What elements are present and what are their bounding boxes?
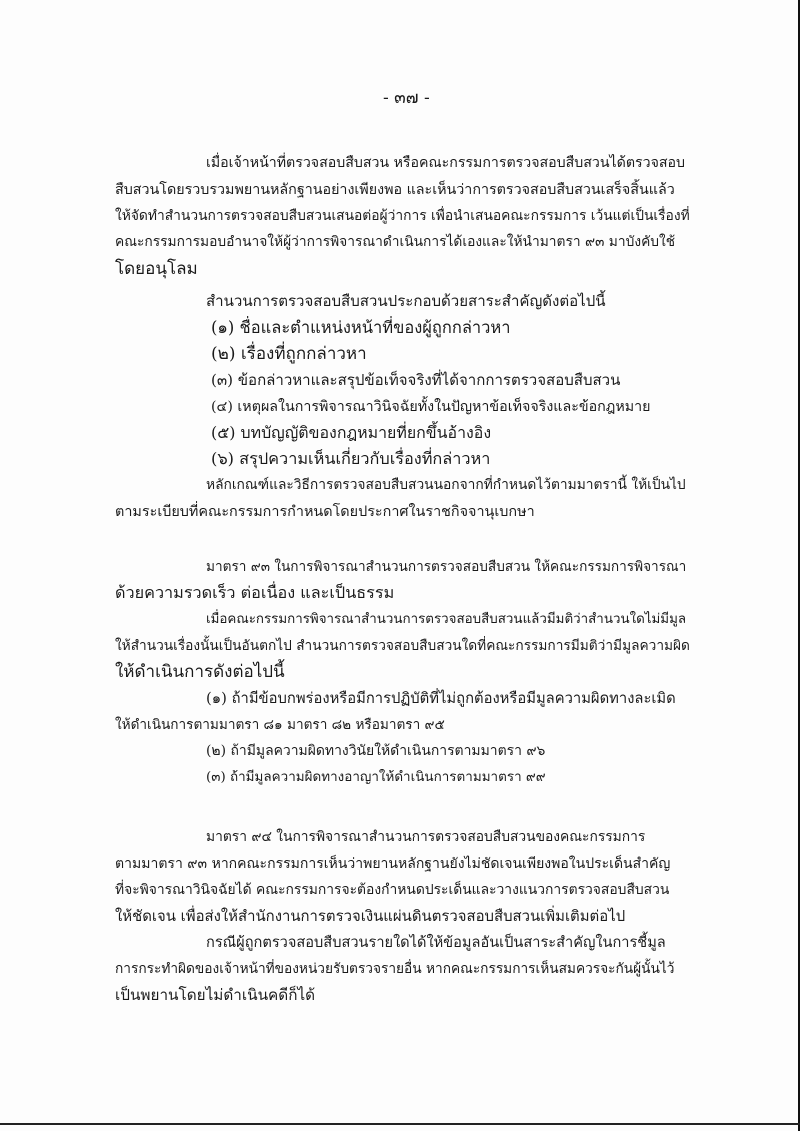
list-item: (๓) ถ้ามีมูลความผิดทางอาญาให้ดำเนินการตามมาตรา ๙๙ [206, 770, 546, 785]
text-line: การกระทำผิดของเจ้าหน้าที่ของหน่วยรับตรวจรายอื่น หากคณะกรรมการเห็นสมควรจะกันผู้นั้นไว้ [115, 961, 675, 977]
list-item: (๔) เหตุผลในการพิจารณาวินิจฉัยทั้งในปัญหาข้อเท็จจริงและข้อกฎหมาย [211, 399, 651, 415]
text-line: ตามระเบียบที่คณะกรรมการกำหนดโดยประกาศในราชกิจจานุเบกษา [115, 504, 535, 520]
text-line: ให้สำนวนเรื่องนั้นเป็นอันตกไป สำนวนการตรวจสอบสืบสวนใดที่คณะกรรมการมีมติว่ามีมูลความผิด [115, 638, 690, 654]
list-item: (๑) ถ้ามีข้อบกพร่องหรือมีการปฏิบัติที่ไม่ถูกต้องหรือมีมูลความผิดทางละเมิด [206, 690, 676, 707]
text-line: ตามมาตรา ๙๓ หากคณะกรรมการเห็นว่าพยานหลักฐานยังไม่ชัดเจนเพียงพอในประเด็นสำคัญ [115, 856, 671, 872]
text-line: โดยอนุโลม [115, 259, 198, 279]
text-line: เป็นพยานโดยไม่ดำเนินคดีก็ได้ [115, 986, 316, 1004]
list-item: (๒) เรื่องที่ถูกกล่าวหา [211, 344, 367, 364]
text-line: ให้ดำเนินการตามมาตรา ๘๑ มาตรา ๘๒ หรือมาตรา ๙๕ [115, 717, 445, 733]
section-heading-93: มาตรา ๙๓ ในการพิจารณาสำนวนการตรวจสอบสืบสวน ให้คณะกรรมการพิจารณา [206, 559, 687, 575]
text-line: คณะกรรมการมอบอำนาจให้ผู้ว่าการพิจารณาดำเนินการได้เองและให้นำมาตรา ๙๓ มาบังคับใช้ [115, 234, 676, 250]
text-line: สำนวนการตรวจสอบสืบสวนประกอบด้วยสาระสำคัญดังต่อไปนี้ [206, 292, 606, 310]
scan-edge-bottom [0, 1123, 800, 1125]
page-number: - ๓๗ - [383, 88, 430, 108]
list-item: (๓) ข้อกล่าวหาและสรุปข้อเท็จจริงที่ได้จากการตรวจสอบสืบสวน [211, 371, 621, 389]
section-heading-94: มาตรา ๙๔ ในการพิจารณาสำนวนการตรวจสอบสืบสวนของคณะกรรมการ [206, 829, 646, 845]
text-line: สืบสวนโดยรวบรวมพยานหลักฐานอย่างเพียงพอ และเห็นว่าการตรวจสอบสืบสวนเสร็จสิ้นแล้ว [115, 182, 675, 198]
list-item: (๒) ถ้ามีมูลความผิดทางวินัยให้ดำเนินการตามมาตรา ๙๖ [206, 743, 546, 759]
text-line: ให้ดำเนินการดังต่อไปนี้ [115, 662, 285, 682]
list-item: (๕) บทบัญญัติของกฎหมายที่ยกขึ้นอ้างอิง [211, 423, 492, 442]
list-item: (๖) สรุปความเห็นเกี่ยวกับเรื่องที่กล่าวหา [211, 449, 491, 468]
text-line: ให้ชัดเจน เพื่อส่งให้สำนักงานการตรวจเงินแผ่นดินตรวจสอบสืบสวนเพิ่มเติมต่อไป [115, 907, 626, 925]
text-line: ที่จะพิจารณาวินิจฉัยได้ คณะกรรมการจะต้องกำหนดประเด็นและวางแนวการตรวจสอบสืบสวน [115, 882, 670, 898]
text-line: กรณีผู้ถูกตรวจสอบสืบสวนรายใดได้ให้ข้อมูลอันเป็นสาระสำคัญในการชี้มูล [206, 934, 666, 951]
text-line: ให้จัดทำสำนวนการตรวจสอบสืบสวนเสนอต่อผู้ว่าการ เพื่อนำเสนอคณะกรรมการ เว้นแต่เป็นเรื่องที่ [115, 208, 690, 224]
text-line: ด้วยความรวดเร็ว ต่อเนื่อง และเป็นธรรม [115, 583, 395, 602]
list-item: (๑) ชื่อและตำแหน่งหน้าที่ของผู้ถูกกล่าวหา [211, 318, 511, 337]
text-line: เมื่อคณะกรรมการพิจารณาสำนวนการตรวจสอบสืบสวนแล้วมีมติว่าสำนวนใดไม่มีมูล [206, 612, 687, 627]
text-line: เมื่อเจ้าหน้าที่ตรวจสอบสืบสวน หรือคณะกรรมการตรวจสอบสืบสวนได้ตรวจสอบ [206, 155, 686, 171]
text-line: หลักเกณฑ์และวิธีการตรวจสอบสืบสวนนอกจากที่กำหนดไว้ตามมาตรานี้ ให้เป็นไป [206, 477, 686, 493]
